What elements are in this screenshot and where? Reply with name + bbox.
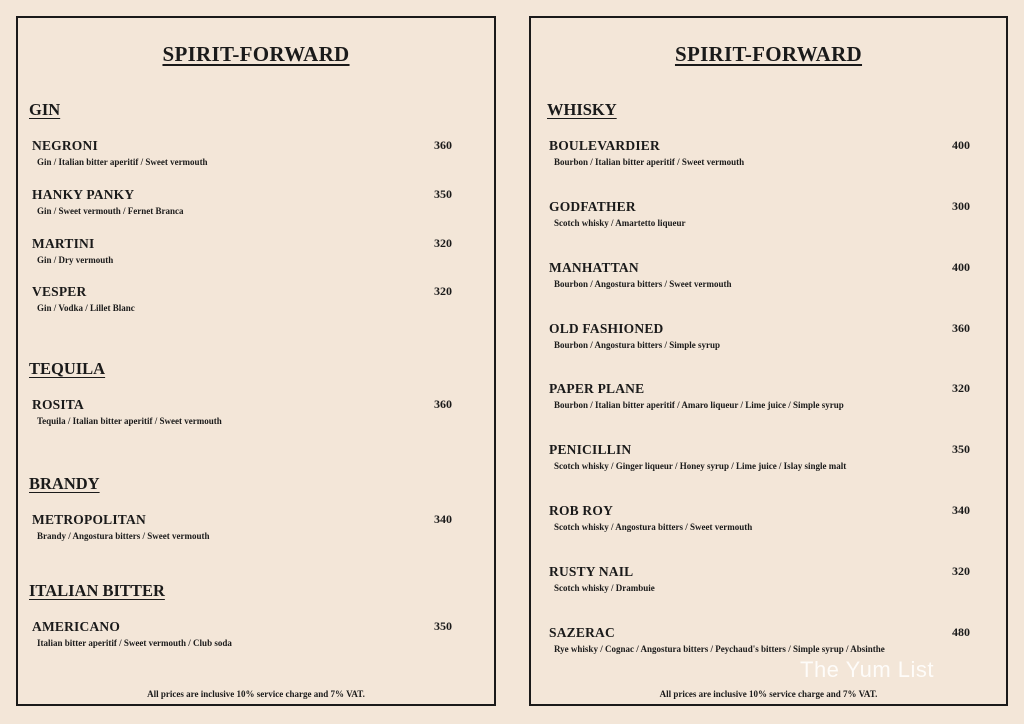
menu-item-rob-roy bbox=[549, 503, 984, 532]
menu-item-sazerac bbox=[549, 625, 984, 654]
item-description: Scotch whisky / Drambuie bbox=[554, 583, 655, 593]
item-name: BOULEVARDIER bbox=[549, 138, 660, 153]
item-price: 320 bbox=[952, 381, 970, 395]
item-name: VESPER bbox=[32, 284, 87, 299]
item-price: 340 bbox=[434, 512, 452, 526]
item-name: METROPOLITAN bbox=[32, 512, 146, 527]
menu-item-hanky-panky bbox=[32, 187, 464, 216]
item-price: 320 bbox=[434, 284, 452, 298]
item-price: 360 bbox=[434, 138, 452, 152]
item-description: Scotch whisky / Ginger liqueur / Honey syrup / Lime juice / Islay single malt bbox=[554, 461, 847, 471]
section-heading-whisky: WHISKY bbox=[547, 100, 617, 119]
item-description: Tequila / Italian bitter aperitif / Sweet vermouth bbox=[37, 416, 222, 426]
item-name: MARTINI bbox=[32, 236, 95, 251]
item-price: 300 bbox=[952, 199, 970, 213]
item-description: Bourbon / Italian bitter aperitif / Amaro liqueur / Lime juice / Simple syrup bbox=[554, 400, 844, 410]
item-description: Scotch whisky / Amartetto liqueur bbox=[554, 218, 686, 228]
item-price: 360 bbox=[434, 397, 452, 411]
menu-item-vesper bbox=[32, 284, 464, 313]
item-price: 320 bbox=[434, 236, 452, 250]
item-name: RUSTY NAIL bbox=[549, 564, 634, 579]
price-footnote: All prices are inclusive 10% service charge and 7% VAT. bbox=[147, 689, 365, 699]
menu-item-metropolitan bbox=[32, 512, 464, 541]
menu-item-penicillin bbox=[549, 442, 984, 471]
section-heading-gin: GIN bbox=[29, 100, 61, 119]
menu-item-manhattan bbox=[549, 260, 984, 289]
item-description: Gin / Vodka / Lillet Blanc bbox=[37, 303, 135, 313]
page-title: SPIRIT-FORWARD bbox=[674, 42, 863, 66]
item-name: SAZERAC bbox=[549, 625, 615, 640]
page-title: SPIRIT-FORWARD bbox=[162, 42, 350, 66]
menu-item-negroni bbox=[32, 138, 464, 167]
item-name: OLD FASHIONED bbox=[549, 321, 664, 336]
item-name: NEGRONI bbox=[32, 138, 98, 153]
item-price: 320 bbox=[952, 564, 970, 578]
menu-page-right bbox=[529, 16, 1008, 706]
item-description: Gin / Dry vermouth bbox=[37, 255, 114, 265]
item-description: Bourbon / Angostura bitters / Simple syrup bbox=[554, 340, 721, 350]
item-description: Bourbon / Angostura bitters / Sweet vermouth bbox=[554, 279, 732, 289]
item-price: 360 bbox=[952, 321, 970, 335]
item-description: Brandy / Angostura bitters / Sweet vermouth bbox=[37, 531, 210, 541]
item-description: Gin / Sweet vermouth / Fernet Branca bbox=[37, 206, 184, 216]
menu-item-godfather bbox=[549, 199, 984, 228]
menu-item-americano bbox=[32, 619, 464, 648]
item-price: 400 bbox=[952, 260, 970, 274]
item-name: ROB ROY bbox=[549, 503, 614, 518]
menu-item-old-fashioned bbox=[549, 321, 984, 350]
item-description: Italian bitter aperitif / Sweet vermouth / Club soda bbox=[37, 638, 232, 648]
watermark: The Yum List bbox=[800, 657, 934, 682]
menu-item-martini bbox=[32, 236, 464, 265]
section-heading-tequila: TEQUILA bbox=[29, 359, 106, 378]
section-heading-italian-bitter: ITALIAN BITTER bbox=[29, 581, 165, 600]
menu-item-paper-plane bbox=[549, 381, 984, 410]
item-description: Bourbon / Italian bitter aperitif / Sweet vermouth bbox=[554, 157, 745, 167]
item-name: PAPER PLANE bbox=[549, 381, 645, 396]
item-name: AMERICANO bbox=[32, 619, 121, 634]
item-price: 400 bbox=[952, 138, 970, 152]
item-price: 350 bbox=[434, 187, 452, 201]
item-description: Rye whisky / Cognac / Angostura bitters / Peychaud's bitters / Simple syrup / Absinthe bbox=[554, 644, 885, 654]
section-heading-brandy: BRANDY bbox=[29, 474, 100, 493]
item-name: MANHATTAN bbox=[549, 260, 639, 275]
item-price: 350 bbox=[434, 619, 452, 633]
menu-item-rusty-nail bbox=[549, 564, 984, 593]
item-price: 350 bbox=[952, 442, 970, 456]
item-description: Gin / Italian bitter aperitif / Sweet vermouth bbox=[37, 157, 208, 167]
item-price: 340 bbox=[952, 503, 970, 517]
menu-item-rosita bbox=[32, 397, 464, 426]
item-description: Scotch whisky / Angostura bitters / Sweet vermouth bbox=[554, 522, 753, 532]
item-name: GODFATHER bbox=[549, 199, 636, 214]
menu-item-boulevardier bbox=[549, 138, 984, 167]
item-name: ROSITA bbox=[32, 397, 84, 412]
item-name: HANKY PANKY bbox=[32, 187, 135, 202]
price-footnote: All prices are inclusive 10% service charge and 7% VAT. bbox=[659, 689, 878, 699]
item-price: 480 bbox=[952, 625, 970, 639]
item-name: PENICILLIN bbox=[549, 442, 632, 457]
menu-page-left bbox=[16, 16, 496, 706]
